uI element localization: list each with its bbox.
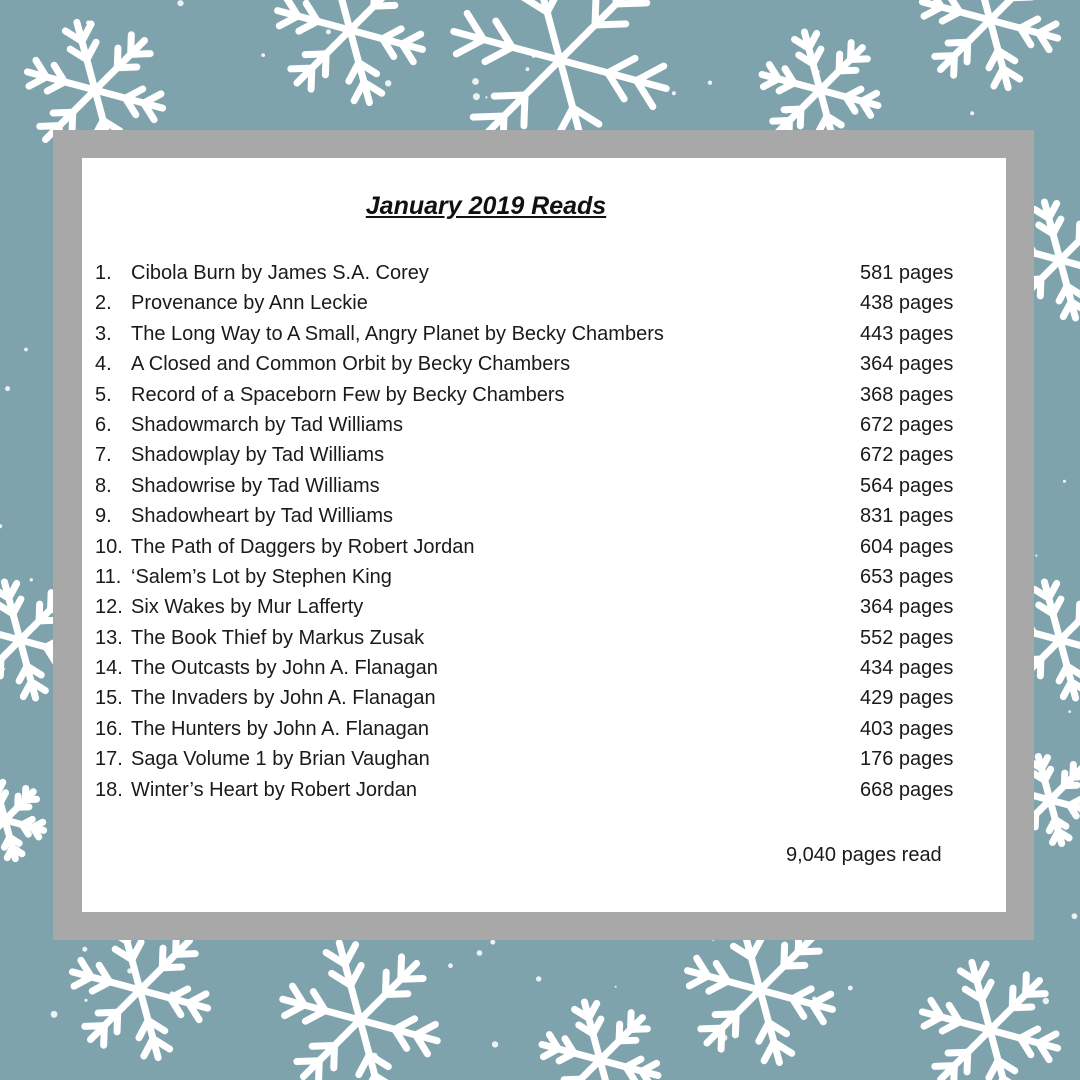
page-count: 564 pages [860,474,954,497]
page-count: 668 pages [860,778,954,801]
snow-dot [816,70,820,74]
item-number: 16. [95,717,123,740]
snow-dot [127,968,132,973]
total-pages: 9,040 pages read [786,844,942,866]
snow-dot [84,999,87,1002]
item-number: 13. [95,626,123,649]
snow-dot [16,847,20,851]
page-count: 438 pages [860,292,954,315]
snow-dot [526,67,530,71]
snow-dot [848,986,853,991]
item-number: 1. [95,262,112,284]
reading-list-card [82,158,1006,912]
list-item [82,288,1006,318]
page-count: 672 pages [860,444,954,467]
book-title: Shadowplay by Tad Williams [131,444,385,467]
snow-dot [24,348,28,352]
snow-dot [473,93,480,100]
snow-dot [356,29,358,31]
page-count: 403 pages [860,717,954,740]
snow-dot [477,950,483,956]
list-item [82,501,1006,531]
list-item [82,410,1006,440]
item-number: 11. [95,565,122,588]
list-item [82,653,1006,683]
list-item [82,623,1006,653]
snow-dot [1063,480,1066,483]
book-title: Shadowrise by Tad Williams [131,474,380,497]
list-item [82,683,1006,713]
snow-dot [385,80,391,86]
snow-dot [812,996,816,1000]
book-title: A Closed and Common Orbit by Becky Chambers [131,353,571,376]
snow-dot [86,20,91,25]
snow-dot [88,72,91,75]
list-item [82,440,1006,470]
book-title: The Path of Daggers by Robert Jordan [131,535,475,558]
snow-dot [170,991,175,996]
snow-dot [708,81,712,85]
snowflake-icon [542,1002,658,1080]
page-count: 176 pages [860,748,954,771]
page-count: 653 pages [860,565,954,588]
snow-dot [1037,656,1041,660]
snow-dot [615,986,617,988]
list-item [82,471,1006,501]
snow-dot [721,1035,727,1041]
book-title: ‘Salem’s Lot by Stephen King [131,565,392,588]
snow-dot [82,947,87,952]
snow-dot [30,578,33,581]
item-number: 3. [95,322,112,345]
list-item [82,258,1006,288]
item-number: 9. [95,505,112,528]
snow-dot [261,53,265,57]
snow-dot [1068,710,1071,713]
snowflake-icon [283,943,438,1080]
book-title: Shadowmarch by Tad Williams [131,413,403,436]
book-title: The Outcasts by John A. Flanagan [131,657,438,680]
book-title: Six Wakes by Mur Lafferty [131,596,364,619]
item-number: 4. [95,353,112,376]
item-number: 14. [95,657,123,680]
list-item [82,532,1006,562]
item-number: 7. [95,444,112,467]
snowflake-icon [922,0,1057,88]
item-number: 10. [95,535,123,558]
page-count: 552 pages [860,626,954,649]
page-count: 429 pages [860,687,954,710]
book-title: The Hunters by John A. Flanagan [131,717,429,740]
snow-dot [672,91,676,95]
snow-dot [532,55,535,58]
list-item [82,592,1006,622]
snow-dot [485,96,487,98]
snow-dot [492,1041,498,1047]
item-number: 12. [95,596,123,619]
snow-dot [970,111,974,115]
snow-dot [536,976,541,981]
list-item [82,562,1006,592]
list-item [82,744,1006,774]
snow-dot [1035,555,1037,557]
snowflake-icon [0,781,44,858]
page-count: 581 pages [860,262,954,284]
snow-dot [1072,913,1078,919]
list-item [82,319,1006,349]
book-title: Winter’s Heart by Robert Jordan [131,778,418,801]
page-count: 434 pages [860,657,954,680]
snow-dot [326,29,331,34]
page-count: 604 pages [860,535,954,558]
book-title: Cibola Burn by James S.A. Corey [131,262,429,284]
item-number: 5. [95,383,112,406]
page-count: 443 pages [860,322,954,345]
book-title: Record of a Spaceborn Few by Becky Chambers [131,383,565,406]
snow-dot [7,815,11,819]
item-number: 17. [95,748,123,771]
page-count: 364 pages [860,596,954,619]
snow-dot [177,0,183,6]
page-title: January 2019 Reads [365,192,607,220]
item-number: 15. [95,687,123,710]
snow-dot [448,963,453,968]
list-item [82,349,1006,379]
book-title: Saga Volume 1 by Brian Vaughan [131,748,430,771]
list-item [82,775,1006,805]
page-count: 831 pages [860,505,954,528]
snow-dot [956,1022,960,1026]
page-count: 364 pages [860,353,954,376]
item-number: 6. [95,413,112,436]
item-number: 8. [95,474,112,497]
snow-dot [3,668,5,670]
snow-dot [372,1053,378,1059]
item-number: 2. [95,292,112,315]
snow-dot [490,940,495,945]
snow-dot [1066,683,1072,689]
book-title: Provenance by Ann Leckie [131,292,368,315]
book-title: The Long Way to A Small, Angry Planet by Becky Chambers [131,322,664,345]
item-number: 18. [95,778,123,801]
book-title: The Invaders by John A. Flanagan [131,687,436,710]
snowflake-icon [922,962,1057,1080]
book-title: Shadowheart by Tad Williams [131,505,393,528]
snow-dot [472,78,479,85]
book-title: The Book Thief by Markus Zusak [131,626,425,649]
list-item [82,380,1006,410]
snowflake-icon [278,0,423,102]
snow-dot [0,524,2,528]
page-count: 672 pages [860,413,954,436]
snow-dot [5,386,10,391]
list-item [82,714,1006,744]
snowflake-icon [72,922,207,1057]
snow-dot [784,109,788,113]
snow-dot [1043,998,1049,1004]
page-count: 368 pages [860,383,954,406]
book-list [82,258,1006,805]
snow-dot [51,1011,58,1018]
